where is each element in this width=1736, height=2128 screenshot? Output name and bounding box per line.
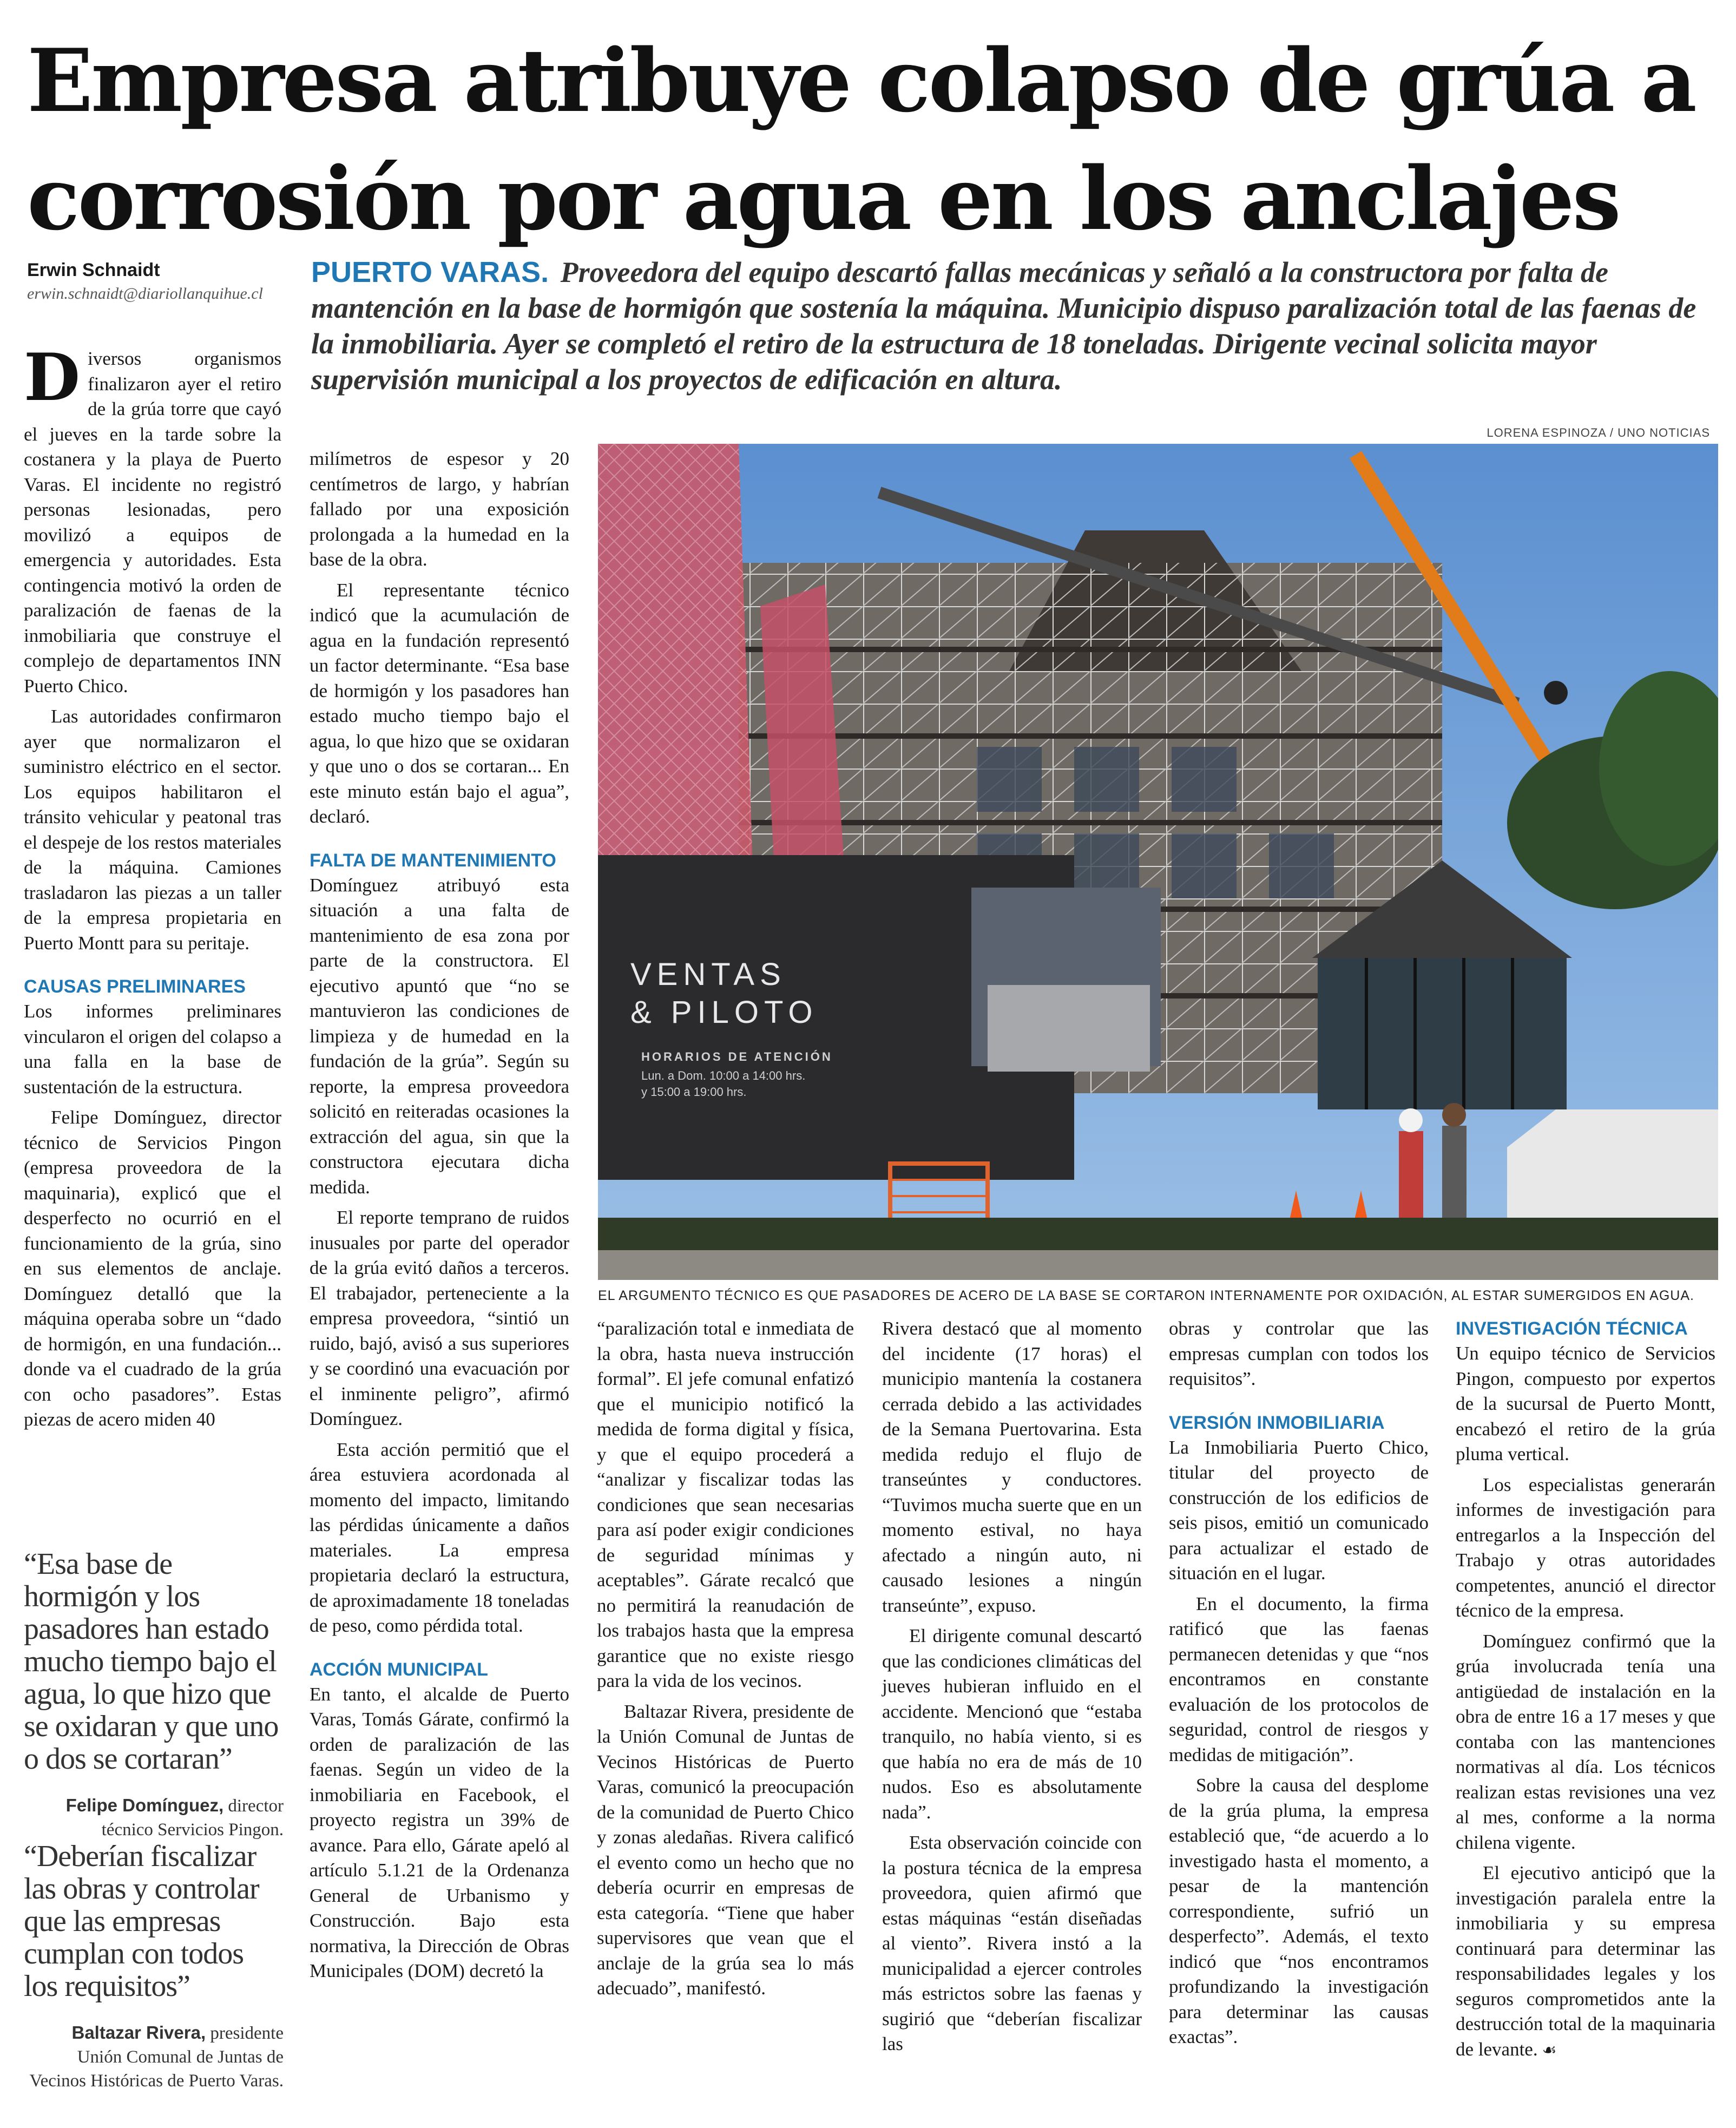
subhead-accion-municipal: ACCIÓN MUNICIPAL bbox=[310, 1659, 488, 1680]
col6-paragraph-3: Domínguez confirmó que la grúa involucrada tenía una antigüedad de instalación en la obra de entre 16 a 17 meses y que contaba con las mantenciones normativas al día. Los técnicos realizan estas revisiones una vez al mes, conforme a la norma chilena vigente. bbox=[1456, 1630, 1715, 1853]
pull-quote-2-name: Baltazar Rivera, bbox=[71, 2022, 206, 2042]
col4-paragraph-2: El dirigente comunal descartó que las condiciones climáticas del jueves hubieran influido en el accidente. Mencionó que “estaba tranquilo, no había viento, si es que había no era de más de 10 nudos. Eso es absolutamente nada”. bbox=[882, 1625, 1142, 1823]
col2-paragraph-6: En tanto, el alcalde de Puerto Varas, Tomás Gárate, confirmó la orden de paralización de las faenas. Según un video de la inmobiliaria en Facebook, el proyecto registra un 39% de avance. Para ello, Gárate apeló al artículo 5.1.21 de la Ordenanza General de Urbanismo y Construcción. Bajo esta normativa, la Dirección de Obras Municipales (DOM) decretó la bbox=[310, 1683, 569, 1981]
headline-line-2: corrosión por agua en los anclajes bbox=[27, 148, 1619, 249]
col2-paragraph-2: El representante técnico indicó que la acumulación de agua en la fundación representó un factor determinante. “Esa base de hormigón y los pasadores han estado mucho tiempo bajo el agua, lo que hizo que se oxidaran y que uno o dos se cortaran... En este minuto están bajo el agua”, declaró. bbox=[310, 579, 569, 827]
col2-paragraph-4: El reporte temprano de ruidos inusuales por parte del operador de la grúa evitó daños a terceros. El trabajador, perteneciente a la empresa proveedora, “sintió un ruido, bajó, avisó a sus superiores y se coordinó una evacuación por el inminente peligro”, afirmó Domínguez. bbox=[310, 1207, 569, 1429]
author-name: Erwin Schnaidt bbox=[27, 260, 160, 280]
col4-paragraph-1: Rivera destacó que al momento del incidente (17 horas) el municipio mantenía la costanera cerrada debido a las actividades de la Semana Puertovarina. Esta medida redujo el flujo de transeúntes y conductores. “Tuvimos mucha suerte que en un momento estival, no haya afectado a ningún auto, ni causado lesiones a ningún transeúnte”, expuso. bbox=[882, 1318, 1142, 1616]
col3-paragraph-1: “paralización total e inmediata de la obra, hasta nueva instrucción formal”. El jefe comunal enfatizó que el municipio notificó la medida de forma digital y física, y que el equipo procederá a “analizar y fiscalizar todas las condiciones que sean necesarias para así poder exigir condiciones de seguridad mínimas y aceptables”. Gárate recalcó que no permitirá la reanudación de los trabajos hasta que la empresa garantice que no existe riesgo para la vida de los vecinos. bbox=[597, 1318, 854, 1691]
column-5 bbox=[1169, 1316, 1429, 2050]
column-2 bbox=[310, 446, 569, 1984]
col3-paragraph-2: Baltazar Rivera, presidente de la Unión Comunal de Juntas de Vecinos Históricas de Puerto Varas, comunicó la preocupación de la comunidad de Puerto Chico y zonas aledañas. Rivera calificó el evento como un hecho que no debería ocurrir en empresas de esta categoría. “Tiene que haber supervisores que vean que el anclaje de la grúa sea lo más adecuado”, manifestó. bbox=[597, 1700, 854, 1999]
column-3 bbox=[597, 1316, 854, 2001]
col4-paragraph-3: Esta observación coincide con la postura técnica de la empresa proveedora, quien afirmó que estas máquinas “están diseñadas al viento”. Rivera instó a la municipalidad a ejercer controles más estrictos sobre las faenas y sugirió que “deberían fiscalizar las bbox=[882, 1832, 1142, 2054]
sign-hours-1: Lun. a Dom. 10:00 a 14:00 hrs. bbox=[641, 1069, 806, 1082]
sign-hours-2: y 15:00 a 19:00 hrs. bbox=[641, 1085, 747, 1099]
pull-quote-2-role: presidente Unión Comunal de Juntas de Vecinos Históricas de Puerto Varas. bbox=[29, 2024, 284, 2091]
photo-credit: LORENA ESPINOZA / UNO NOTICIAS bbox=[1487, 426, 1710, 439]
photo-caption: EL ARGUMENTO TÉCNICO ES QUE PASADORES DE ACERO DE LA BASE SE CORTARON INTERNAMENTE POR OXIDACIÓN, AL ESTAR SUMERGIDOS EN AGUA. bbox=[598, 1288, 1694, 1303]
pull-quote-1-attribution bbox=[24, 1794, 284, 1842]
col1-paragraph-4: Felipe Domínguez, director técnico de Servicios Pingon (empresa proveedora de la maquinaria), explicó que el desperfecto no ocurrió en el funcionamiento de la grúa, sino en sus elementos de anclaje. Domínguez detalló que la máquina operaba sobre un “dado de hormigón, en una fundación... donde va el cuadrado de la grúa con ocho pasadores”. Estas piezas de acero miden 40 bbox=[24, 1107, 281, 1430]
pull-quote-1 bbox=[24, 1548, 284, 1842]
author-email[interactable]: erwin.schnaidt@diariollanquihue.cl bbox=[27, 285, 263, 303]
pull-quote-2-attribution bbox=[24, 2021, 284, 2093]
col5-paragraph-3: En el documento, la firma ratificó que las faenas permanecen detenidas y que “nos encontramos en constante evaluación de los protocolos de seguridad, control de riesgos y medidas de mitigación”. bbox=[1169, 1593, 1429, 1765]
col1-paragraph-2: Las autoridades confirmaron ayer que normalizaron el suministro eléctrico en el sector. Los equipos habilitaron el tránsito vehicular y peatonal tras el despeje de los restos materiales de la máquina. Camiones trasladaron las piezas a un taller de la empresa propietaria en Puerto Montt para su peritaje. bbox=[24, 706, 281, 954]
pull-quote-2 bbox=[24, 1840, 284, 2093]
col2-paragraph-3: Domínguez atribuyó esta situación a una falta de mantenimiento de esa zona por parte de la constructora. El ejecutivo apuntó que “no se mantuvieron las condiciones de limpieza y de humedad en la fundación de la grúa”. Según su reporte, la empresa proveedora solicitó en reiteradas ocasiones la extracción del agua, sin que la constructora ejecutara dicha medida. bbox=[310, 874, 569, 1198]
pull-quote-1-name: Felipe Domínguez, bbox=[65, 1795, 224, 1815]
sign-ventas: VENTAS bbox=[630, 957, 786, 992]
column-4 bbox=[882, 1316, 1142, 2057]
lead-paragraph bbox=[311, 254, 1718, 397]
col6-paragraph-4: El ejecutivo anticipó que la investigación paralela entre la inmobiliaria y su empresa continuará para determinar las responsabilidades legales y los seguros comprometidos ante la destrucción total de la maquinaria de levante. ☙ bbox=[1456, 1862, 1715, 2060]
col1-paragraph-1: Diversos organismos finalizaron ayer el retiro de la grúa torre que cayó el jueves en la tarde sobre la costanera y la playa de Puerto Varas. El incidente no registró personas lesionadas, pero movilizó a equipos de emergencia y autoridades. Esta contingencia motivó la orden de paralización de faenas de la inmobiliaria que construye el complejo de departamentos INN Puerto Chico. bbox=[24, 339, 281, 697]
end-mark-icon: ☙ bbox=[1542, 2040, 1557, 2060]
subhead-falta-mantenimiento: FALTA DE MANTENIMIENTO bbox=[310, 850, 556, 871]
lead-text: Proveedora del equipo descartó fallas mecánicas y señaló a la constructora por falta de mantención en la base de hormigón que sostenía la máquina. Municipio dispuso paralización total de las faenas de la inmobiliaria. Ayer se completó el retiro de la estructura de 18 toneladas. Dirigente vecinal solicita mayor supervisión municipal a los proyectos de edificación en altura. bbox=[311, 256, 1696, 396]
pull-quote-1-text: “Esa base de hormigón y los pasadores han estado mucho tiempo bajo el agua, lo que hizo que se oxidaran y que uno o dos se cortaran” bbox=[24, 1547, 279, 1776]
col2-paragraph-1: milímetros de espesor y 20 centímetros de largo, y habrían fallado por una exposición prolongada a la humedad en la base de la obra. bbox=[310, 448, 569, 570]
column-1 bbox=[24, 339, 281, 1433]
col6-paragraph-1: Un equipo técnico de Servicios Pingon, compuesto por expertos de la sucursal de Puerto Montt, encabezó el retiro de la grúa pluma vertical. bbox=[1456, 1343, 1715, 1464]
news-photo bbox=[598, 444, 1718, 1280]
pull-quote-1-role: director técnico Servicios Pingon. bbox=[101, 1796, 284, 1840]
col6-paragraph-2: Los especialistas generarán informes de investigación para entregarlos a la Inspección del Trabajo y otras autoridades competentes, anunció el director técnico de la empresa. bbox=[1456, 1474, 1715, 1621]
sign-piloto: & PILOTO bbox=[630, 995, 818, 1030]
subhead-version-inmobiliaria: VERSIÓN INMOBILIARIA bbox=[1169, 1412, 1385, 1433]
subhead-investigacion-tecnica: INVESTIGACIÓN TÉCNICA bbox=[1456, 1318, 1688, 1339]
lead-city: PUERTO VARAS. bbox=[311, 256, 549, 288]
col1-paragraph-3: Los informes preliminares vincularon el origen del colapso a una falla en la base de sustentación de la estructura. bbox=[24, 1001, 281, 1098]
headline bbox=[27, 22, 1710, 258]
col2-paragraph-5: Esta acción permitió que el área estuviera acordonada al momento del impacto, limitando las pérdidas únicamente a daños materiales. La empresa propietaria declaró la estructura, de aproximadamente 18 toneladas de peso, como pérdida total. bbox=[310, 1439, 569, 1636]
pull-quote-2-text: “Deberían fiscalizar las obras y controlar que las empresas cumplan con todos los requisitos” bbox=[24, 1840, 259, 2003]
sign-hours-title: HORARIOS DE ATENCIÓN bbox=[641, 1050, 833, 1063]
headline-line-1: Empresa atribuye colapso de grúa a bbox=[27, 30, 1695, 132]
subhead-causas: CAUSAS PRELIMINARES bbox=[24, 976, 246, 997]
column-6 bbox=[1456, 1316, 1715, 2063]
col5-paragraph-4: Sobre la causa del desplome de la grúa pluma, la empresa estableció que, “de acuerdo a lo investigado hasta el momento, a pesar de la mantención correspondiente, sufrió un desperfecto”. Además, el texto indicó que “nos encontramos profundizando la investigación para determinar las causas exactas”. bbox=[1169, 1775, 1429, 2047]
col5-paragraph-2: La Inmobiliaria Puerto Chico, titular del proyecto de construcción de los edificios de seis pisos, emitió un comunicado para actualizar el estado de situación en el lugar. bbox=[1169, 1436, 1429, 1584]
drop-cap: D bbox=[24, 339, 81, 416]
col5-paragraph-1: obras y controlar que las empresas cumplan con todos los requisitos”. bbox=[1169, 1318, 1429, 1389]
